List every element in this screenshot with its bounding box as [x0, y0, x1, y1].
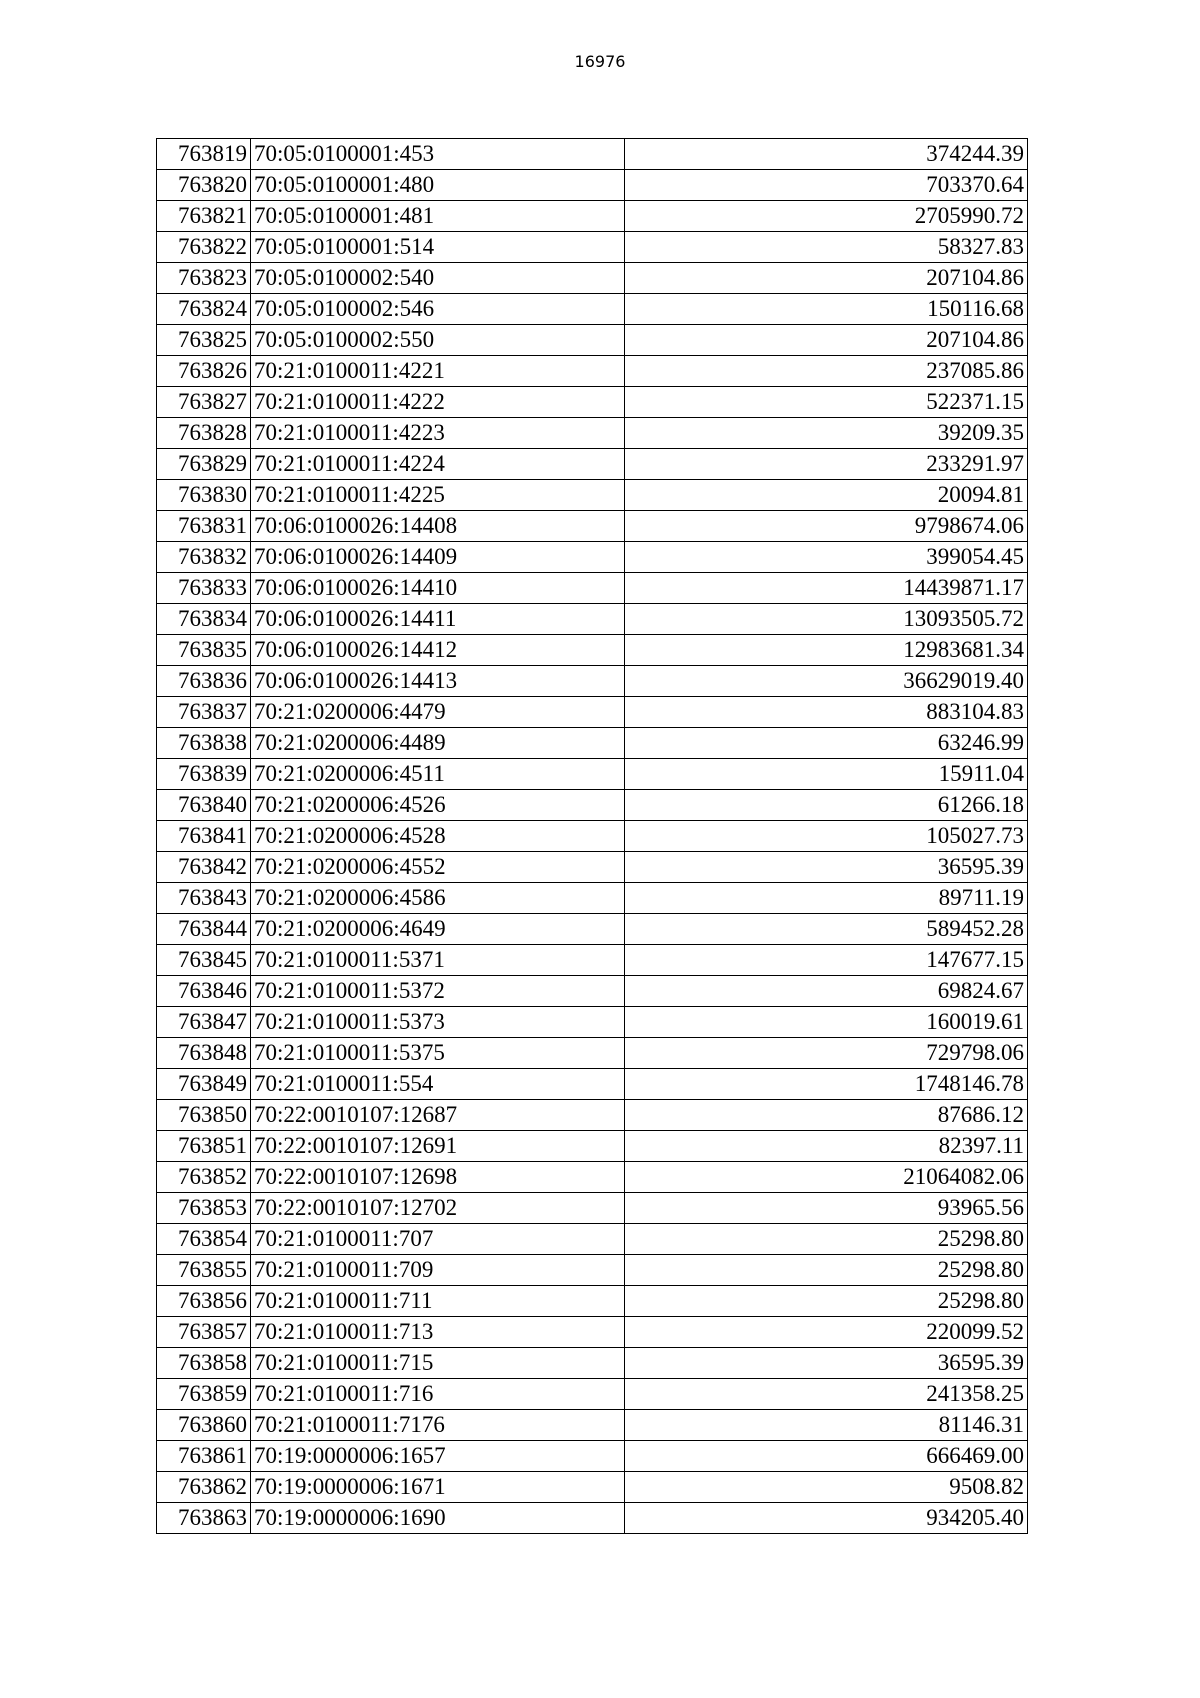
cadastral-number-cell: 70:21:0100011:711	[251, 1286, 625, 1317]
table-row	[157, 263, 1028, 294]
table-row	[157, 790, 1028, 821]
row-number-cell: 763854	[157, 1224, 251, 1255]
cadastral-number-cell: 70:21:0100011:709	[251, 1255, 625, 1286]
table-row	[157, 914, 1028, 945]
cadastral-number-cell: 70:22:0010107:12687	[251, 1100, 625, 1131]
row-number-cell: 763821	[157, 201, 251, 232]
row-number-cell: 763822	[157, 232, 251, 263]
value-cell: 589452.28	[625, 914, 1028, 945]
row-number-cell: 763845	[157, 945, 251, 976]
cadastral-number-cell: 70:21:0200006:4649	[251, 914, 625, 945]
cadastral-number-cell: 70:06:0100026:14409	[251, 542, 625, 573]
value-cell: 207104.86	[625, 325, 1028, 356]
table-row	[157, 821, 1028, 852]
table-row	[157, 232, 1028, 263]
value-cell: 63246.99	[625, 728, 1028, 759]
value-cell: 14439871.17	[625, 573, 1028, 604]
row-number-cell: 763837	[157, 697, 251, 728]
row-number-cell: 763850	[157, 1100, 251, 1131]
cadastral-number-cell: 70:05:0100002:550	[251, 325, 625, 356]
value-cell: 666469.00	[625, 1441, 1028, 1472]
value-cell: 87686.12	[625, 1100, 1028, 1131]
table-row	[157, 1379, 1028, 1410]
row-number-cell: 763828	[157, 418, 251, 449]
value-cell: 9798674.06	[625, 511, 1028, 542]
cadastral-number-cell: 70:19:0000006:1671	[251, 1472, 625, 1503]
value-cell: 25298.80	[625, 1255, 1028, 1286]
row-number-cell: 763848	[157, 1038, 251, 1069]
table-row	[157, 1224, 1028, 1255]
value-cell: 883104.83	[625, 697, 1028, 728]
table-row	[157, 1348, 1028, 1379]
value-cell: 9508.82	[625, 1472, 1028, 1503]
table-row	[157, 1007, 1028, 1038]
value-cell: 207104.86	[625, 263, 1028, 294]
cadastral-number-cell: 70:06:0100026:14413	[251, 666, 625, 697]
value-cell: 13093505.72	[625, 604, 1028, 635]
row-number-cell: 763842	[157, 852, 251, 883]
row-number-cell: 763819	[157, 139, 251, 170]
cadastral-number-cell: 70:21:0100011:707	[251, 1224, 625, 1255]
table-row	[157, 449, 1028, 480]
row-number-cell: 763860	[157, 1410, 251, 1441]
table-row	[157, 1286, 1028, 1317]
table-row	[157, 1069, 1028, 1100]
cadastral-number-cell: 70:21:0100011:4224	[251, 449, 625, 480]
value-cell: 15911.04	[625, 759, 1028, 790]
cadastral-number-cell: 70:21:0100011:713	[251, 1317, 625, 1348]
row-number-cell: 763829	[157, 449, 251, 480]
row-number-cell: 763820	[157, 170, 251, 201]
table-row	[157, 1472, 1028, 1503]
value-cell: 81146.31	[625, 1410, 1028, 1441]
cadastral-number-cell: 70:21:0100011:4222	[251, 387, 625, 418]
table-row	[157, 387, 1028, 418]
row-number-cell: 763830	[157, 480, 251, 511]
cadastral-number-cell: 70:05:0100002:540	[251, 263, 625, 294]
row-number-cell: 763833	[157, 573, 251, 604]
value-cell: 934205.40	[625, 1503, 1028, 1534]
table-row	[157, 1410, 1028, 1441]
table-row	[157, 356, 1028, 387]
value-cell: 150116.68	[625, 294, 1028, 325]
row-number-cell: 763824	[157, 294, 251, 325]
value-cell: 36595.39	[625, 852, 1028, 883]
value-cell: 61266.18	[625, 790, 1028, 821]
row-number-cell: 763839	[157, 759, 251, 790]
value-cell: 233291.97	[625, 449, 1028, 480]
cadastral-number-cell: 70:06:0100026:14410	[251, 573, 625, 604]
cadastral-number-cell: 70:06:0100026:14408	[251, 511, 625, 542]
row-number-cell: 763844	[157, 914, 251, 945]
cadastral-number-cell: 70:21:0100011:5371	[251, 945, 625, 976]
row-number-cell: 763856	[157, 1286, 251, 1317]
row-number-cell: 763835	[157, 635, 251, 666]
table-row	[157, 170, 1028, 201]
value-cell: 147677.15	[625, 945, 1028, 976]
value-cell: 58327.83	[625, 232, 1028, 263]
cadastral-number-cell: 70:21:0100011:715	[251, 1348, 625, 1379]
row-number-cell: 763843	[157, 883, 251, 914]
table-row	[157, 697, 1028, 728]
value-cell: 39209.35	[625, 418, 1028, 449]
cadastral-number-cell: 70:21:0200006:4586	[251, 883, 625, 914]
row-number-cell: 763858	[157, 1348, 251, 1379]
value-cell: 69824.67	[625, 976, 1028, 1007]
row-number-cell: 763836	[157, 666, 251, 697]
page-number: 16976	[574, 52, 626, 71]
cadastral-number-cell: 70:22:0010107:12698	[251, 1162, 625, 1193]
row-number-cell: 763823	[157, 263, 251, 294]
cadastral-number-cell: 70:21:0100011:554	[251, 1069, 625, 1100]
cadastral-number-cell: 70:05:0100001:453	[251, 139, 625, 170]
table-row	[157, 666, 1028, 697]
value-cell: 89711.19	[625, 883, 1028, 914]
cadastral-number-cell: 70:06:0100026:14411	[251, 604, 625, 635]
cadastral-number-cell: 70:21:0200006:4526	[251, 790, 625, 821]
cadastral-number-cell: 70:05:0100001:480	[251, 170, 625, 201]
value-cell: 36595.39	[625, 1348, 1028, 1379]
cadastral-number-cell: 70:21:0100011:5375	[251, 1038, 625, 1069]
table-row	[157, 139, 1028, 170]
cadastral-number-cell: 70:19:0000006:1657	[251, 1441, 625, 1472]
value-cell: 105027.73	[625, 821, 1028, 852]
value-cell: 12983681.34	[625, 635, 1028, 666]
value-cell: 220099.52	[625, 1317, 1028, 1348]
value-cell: 25298.80	[625, 1224, 1028, 1255]
table-row	[157, 325, 1028, 356]
row-number-cell: 763852	[157, 1162, 251, 1193]
cadastral-number-cell: 70:21:0100011:716	[251, 1379, 625, 1410]
table-row	[157, 573, 1028, 604]
row-number-cell: 763857	[157, 1317, 251, 1348]
cadastral-number-cell: 70:22:0010107:12691	[251, 1131, 625, 1162]
value-cell: 241358.25	[625, 1379, 1028, 1410]
value-cell: 20094.81	[625, 480, 1028, 511]
row-number-cell: 763834	[157, 604, 251, 635]
table-row	[157, 604, 1028, 635]
cadastral-number-cell: 70:21:0200006:4479	[251, 697, 625, 728]
row-number-cell: 763855	[157, 1255, 251, 1286]
table-row	[157, 480, 1028, 511]
value-cell: 82397.11	[625, 1131, 1028, 1162]
row-number-cell: 763825	[157, 325, 251, 356]
row-number-cell: 763846	[157, 976, 251, 1007]
value-cell: 703370.64	[625, 170, 1028, 201]
value-cell: 374244.39	[625, 139, 1028, 170]
row-number-cell: 763859	[157, 1379, 251, 1410]
table-row	[157, 635, 1028, 666]
value-cell: 729798.06	[625, 1038, 1028, 1069]
row-number-cell: 763847	[157, 1007, 251, 1038]
table-row	[157, 945, 1028, 976]
table-row	[157, 728, 1028, 759]
cadastral-number-cell: 70:21:0200006:4511	[251, 759, 625, 790]
row-number-cell: 763862	[157, 1472, 251, 1503]
cadastral-number-cell: 70:21:0100011:4221	[251, 356, 625, 387]
table-row	[157, 1162, 1028, 1193]
table-row	[157, 294, 1028, 325]
value-cell: 522371.15	[625, 387, 1028, 418]
value-cell: 21064082.06	[625, 1162, 1028, 1193]
table-body	[157, 139, 1028, 1534]
table-row	[157, 542, 1028, 573]
row-number-cell: 763840	[157, 790, 251, 821]
value-cell: 1748146.78	[625, 1069, 1028, 1100]
value-cell: 2705990.72	[625, 201, 1028, 232]
table-row	[157, 759, 1028, 790]
cadastral-number-cell: 70:05:0100001:481	[251, 201, 625, 232]
table-row	[157, 852, 1028, 883]
value-cell: 93965.56	[625, 1193, 1028, 1224]
row-number-cell: 763826	[157, 356, 251, 387]
table-row	[157, 883, 1028, 914]
row-number-cell: 763827	[157, 387, 251, 418]
row-number-cell: 763863	[157, 1503, 251, 1534]
table-row	[157, 1038, 1028, 1069]
cadastral-number-cell: 70:21:0100011:4223	[251, 418, 625, 449]
cadastral-number-cell: 70:19:0000006:1690	[251, 1503, 625, 1534]
row-number-cell: 763831	[157, 511, 251, 542]
table-row	[157, 1441, 1028, 1472]
table-row	[157, 201, 1028, 232]
table-row	[157, 1131, 1028, 1162]
table-row	[157, 1503, 1028, 1534]
cadastral-number-cell: 70:05:0100001:514	[251, 232, 625, 263]
table-row	[157, 1100, 1028, 1131]
cadastral-number-cell: 70:22:0010107:12702	[251, 1193, 625, 1224]
table-row	[157, 511, 1028, 542]
cadastral-number-cell: 70:21:0100011:5373	[251, 1007, 625, 1038]
cadastral-number-cell: 70:21:0200006:4552	[251, 852, 625, 883]
table-row	[157, 418, 1028, 449]
cadastral-number-cell: 70:21:0200006:4528	[251, 821, 625, 852]
row-number-cell: 763838	[157, 728, 251, 759]
value-cell: 160019.61	[625, 1007, 1028, 1038]
cadastral-number-cell: 70:21:0100011:7176	[251, 1410, 625, 1441]
row-number-cell: 763861	[157, 1441, 251, 1472]
table-row	[157, 976, 1028, 1007]
table-row	[157, 1255, 1028, 1286]
cadastral-number-cell: 70:21:0100011:4225	[251, 480, 625, 511]
row-number-cell: 763851	[157, 1131, 251, 1162]
row-number-cell: 763832	[157, 542, 251, 573]
table-row	[157, 1193, 1028, 1224]
row-number-cell: 763853	[157, 1193, 251, 1224]
value-cell: 36629019.40	[625, 666, 1028, 697]
table-row	[157, 1317, 1028, 1348]
row-number-cell: 763841	[157, 821, 251, 852]
value-cell: 25298.80	[625, 1286, 1028, 1317]
cadastral-number-cell: 70:21:0100011:5372	[251, 976, 625, 1007]
value-cell: 237085.86	[625, 356, 1028, 387]
data-table	[156, 138, 1028, 1534]
cadastral-number-cell: 70:21:0200006:4489	[251, 728, 625, 759]
row-number-cell: 763849	[157, 1069, 251, 1100]
cadastral-number-cell: 70:06:0100026:14412	[251, 635, 625, 666]
value-cell: 399054.45	[625, 542, 1028, 573]
cadastral-number-cell: 70:05:0100002:546	[251, 294, 625, 325]
